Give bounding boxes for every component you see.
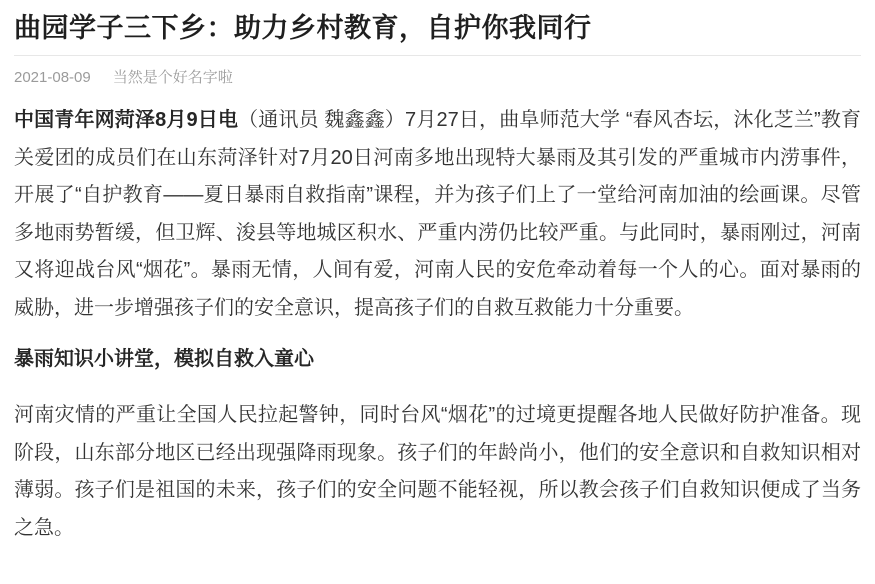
publish-date: 2021-08-09 [14,69,91,86]
section-subheading: 暴雨知识小讲堂，模拟自救入童心 [14,348,314,370]
paragraph-2: 河南灾情的严重让全国人民拉起警钟，同时台风“烟花”的过境更提醒各地人民做好防护准备。现阶段，山东部分地区已经出现强降雨现象。孩子们的年龄尚小，他们的安全意识和自救知识相对薄弱。孩子们是祖国的未来，孩子们的安全问题不能轻视，所以教会孩子们自救知识便成了当务之急。 [14,404,861,539]
article-meta [14,68,861,88]
title-divider [14,55,861,56]
paragraph-1 [14,102,861,327]
author-name: 当然是个好名字啦 [112,69,233,86]
paragraph-1-lead: 中国青年网菏泽8月9日电 [14,109,239,131]
page-title: 曲园学子三下乡：助力乡村教育，自护你我同行 [14,13,592,43]
paragraph-1-body: （通讯员 魏鑫鑫）7月27日，曲阜师范大学 “春风杏坛，沐化芝兰”教育关爱团的成员们在山东菏泽针对7月20日河南多地出现特大暴雨及其引发的严重城市内涝事件，开展了“自护教育——夏日暴雨自救指南”课程，并为孩子们上了一堂给河南加油的绘画课。尽管多地雨势暂缓，但卫辉、浚县等地城区积水、严重内涝仍比较严重。与此同时，暴雨刚过，河南又将迎战台风“烟花”。暴雨无情，人间有爱，河南人民的安危牵动着每一个人的心。面对暴雨的威胁，进一步增强孩子们的安全意识，提高孩子们的自救互救能力十分重要。 [14,109,861,319]
article-page [0,8,875,584]
